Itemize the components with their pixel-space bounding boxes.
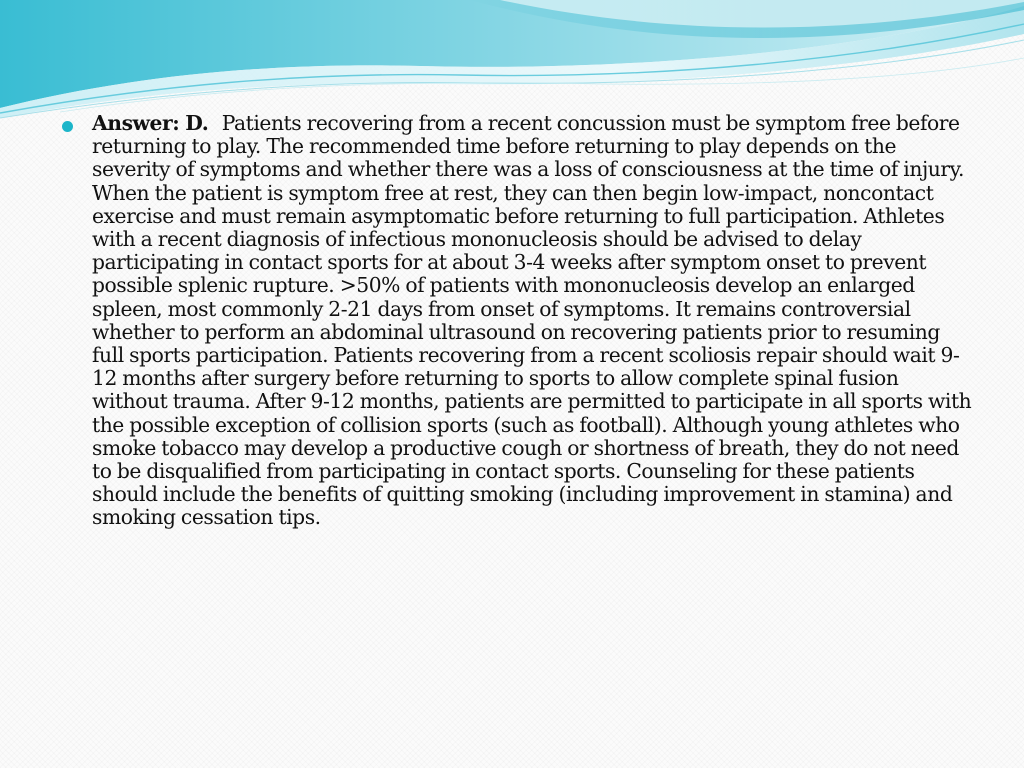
bullet-dot-icon xyxy=(62,121,73,132)
bullet-item xyxy=(62,112,972,530)
answer-paragraph xyxy=(92,112,972,530)
slide-content xyxy=(62,112,972,530)
answer-explanation: Patients recovering from a recent concussion must be symptom free before returning to play. The recommended time before returning to play depends on the severity of symptoms and whether there was a loss of consciousness at the time of injury. When the patient is symptom free at rest, they can then begin low-impact, noncontact exercise and must remain asymptomatic before returning to full participation. Athletes with a recent diagnosis of infectious mononucleosis should be advised to delay participating in contact sports for at about 3-4 weeks after symptom onset to prevent possible splenic rupture. >50% of patients with mononucleosis develop an enlarged spleen, most commonly 2-21 days from onset of symptoms. It remains controversial whether to perform an abdominal ultrasound on recovering patients prior to resuming full sports participation. Patients recovering from a recent scoliosis repair should wait 9-12 months after surgery before returning to sports to allow complete spinal fusion without trauma. After 9-12 months, patients are permitted to participate in all sports with the possible exception of collision sports (such as football). Although young athletes who smoke tobacco may develop a productive cough or shortness of breath, they do not need to be disqualified from participating in contact sports. Counseling for these patients should include the benefits of quitting smoking (including improvement in stamina) and smoking cessation tips. xyxy=(92,111,972,530)
answer-label: Answer: D. xyxy=(92,111,209,135)
